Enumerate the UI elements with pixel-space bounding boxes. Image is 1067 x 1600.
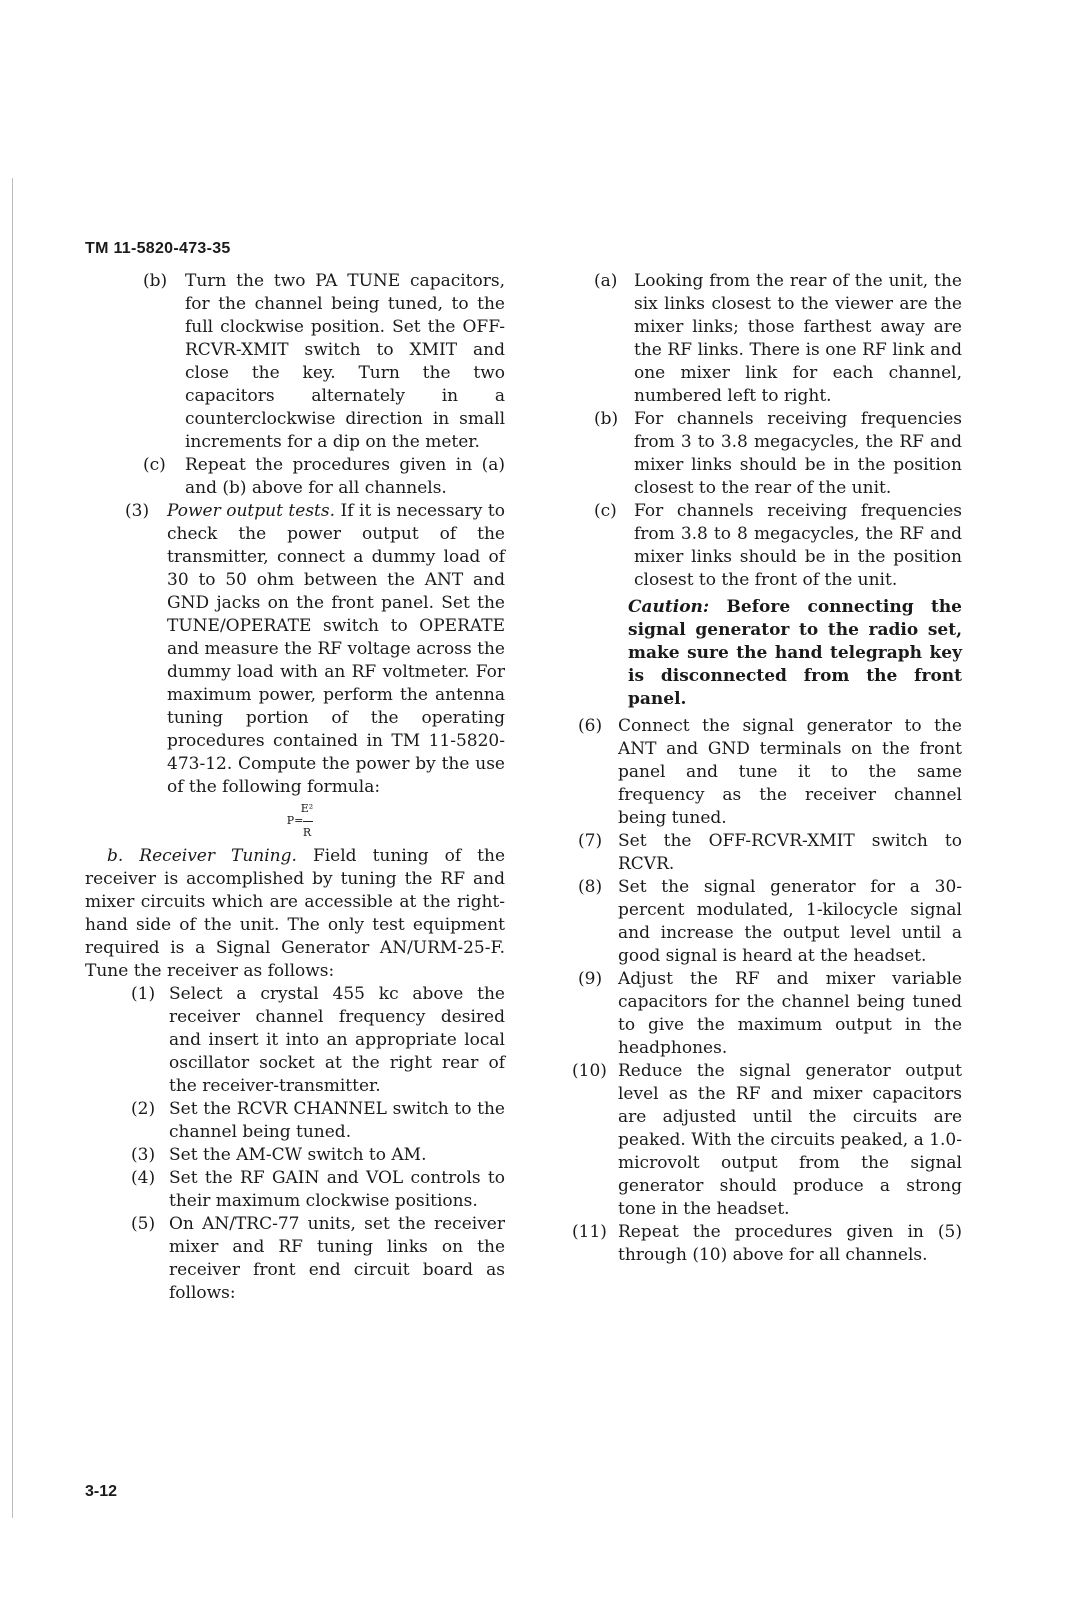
formula-numerator: E² xyxy=(300,802,314,815)
step-marker: (c) xyxy=(143,455,166,475)
step-text: Set the signal generator for a 30-percent modulated, 1-kilocycle signal and increase the output level until a good signal is heard at the headset. xyxy=(618,877,962,966)
step-marker: (3) xyxy=(131,1145,156,1165)
link-step-b xyxy=(594,408,962,500)
step-c-transmitter xyxy=(143,454,505,500)
step-marker: (1) xyxy=(131,984,156,1004)
receiver-step-11 xyxy=(572,1221,962,1267)
step-b-transmitter xyxy=(143,270,505,454)
step-text: Set the RCVR CHANNEL switch to the channel being tuned. xyxy=(169,1099,505,1142)
step-text: Looking from the rear of the unit, the six links closest to the viewer are the mixer links; those farthest away are the RF links. There is one RF link and one mixer link for each channel, numbered left to right. xyxy=(634,271,962,406)
document-id-header: TM 11-5820-473-35 xyxy=(85,240,231,257)
step-text: Adjust the RF and mixer variable capacitors for the channel being tuned to give the maximum output in the headphones. xyxy=(618,969,962,1058)
step-marker: (b) xyxy=(594,409,619,429)
step-text: Repeat the procedures given in (5) through (10) above for all channels. xyxy=(618,1222,962,1265)
step-marker: (10) xyxy=(572,1061,607,1081)
formula-denominator: R xyxy=(302,826,312,839)
step-marker: (b) xyxy=(143,271,168,291)
step-marker: (3) xyxy=(125,501,150,521)
step-text: Set the OFF-RCVR-XMIT switch to RCVR. xyxy=(618,831,962,874)
step-3-power-output-tests xyxy=(125,500,505,799)
power-formula xyxy=(280,803,320,839)
receiver-step-7 xyxy=(578,830,962,876)
formula-fraction-bar xyxy=(303,821,313,822)
page-number: 3-12 xyxy=(85,1483,118,1500)
step-text: On AN/TRC-77 units, set the receiver mixer and RF tuning links on the receiver front end circuit board as follows: xyxy=(169,1214,505,1303)
left-column xyxy=(85,270,505,1305)
link-step-a xyxy=(594,270,962,408)
step-text: Repeat the procedures given in (a) and (b) above for all channels. xyxy=(185,455,505,498)
caution-note xyxy=(628,596,962,711)
link-step-c xyxy=(594,500,962,592)
step-text: For channels receiving frequencies from 3 to 3.8 megacycles, the RF and mixer links should be in the position closest to the rear of the unit. xyxy=(634,409,962,498)
right-column xyxy=(572,270,962,1267)
paragraph-body: Field tuning of the receiver is accomplished by tuning the RF and mixer circuits which are accessible at the right-hand side of the unit. The only test equipment required is a Signal Generator AN/URM-25-F. Tune the receiver as follows: xyxy=(85,846,506,981)
step-text: Set the AM-CW switch to AM. xyxy=(169,1145,427,1165)
receiver-step-9 xyxy=(578,968,962,1060)
step-text: Connect the signal generator to the ANT and GND terminals on the front panel and tune it to the same frequency as the receiver channel being tuned. xyxy=(618,716,962,828)
step-marker: (7) xyxy=(578,831,603,851)
step-marker: (9) xyxy=(578,969,603,989)
receiver-step-3 xyxy=(131,1144,505,1167)
receiver-step-8 xyxy=(578,876,962,968)
step-marker: (c) xyxy=(594,501,617,521)
receiver-step-1 xyxy=(131,983,505,1098)
receiver-step-2 xyxy=(131,1098,505,1144)
receiver-tuning-paragraph xyxy=(85,845,505,983)
formula-lhs: P= xyxy=(286,814,304,827)
step-marker: (11) xyxy=(572,1222,607,1242)
page-margin-line xyxy=(12,178,13,1518)
step-text: For channels receiving frequencies from 3.8 to 8 megacycles, the RF and mixer links should be in the position closest to the front of the unit. xyxy=(634,501,962,590)
caution-label: Caution: xyxy=(628,597,710,617)
step-marker: (8) xyxy=(578,877,603,897)
step-text: Select a crystal 455 kc above the receiver channel frequency desired and insert it into an appropriate local oscillator socket at the right rear of the receiver-transmitter. xyxy=(169,984,505,1096)
step-title: Power output tests. xyxy=(167,501,336,521)
step-text: Set the RF GAIN and VOL controls to their maximum clockwise positions. xyxy=(169,1168,505,1211)
step-marker: (6) xyxy=(578,716,603,736)
step-marker: (4) xyxy=(131,1168,156,1188)
receiver-step-4 xyxy=(131,1167,505,1213)
receiver-step-5 xyxy=(131,1213,505,1305)
step-text: Turn the two PA TUNE capacitors, for the channel being tuned, to the full clockwise position. Set the OFF-RCVR-XMIT switch to XMIT and close the key. Turn the two capacitors alternately in a counterclockwise direction in small increments for a dip on the meter. xyxy=(185,271,505,452)
section-heading: b. Receiver Tuning. xyxy=(107,846,297,866)
step-text: Reduce the signal generator output level as the RF and mixer capacitors are adjusted until the circuits are peaked. With the circuits peaked, a 1.0-microvolt output from the signal generator should produce a strong tone in the headset. xyxy=(618,1061,962,1219)
caution-text: Before connecting the signal generator to the radio set, make sure the hand telegraph key is disconnected from the front panel. xyxy=(628,597,962,709)
step-body: If it is necessary to check the power output of the transmitter, connect a dummy load of 30 to 50 ohm between the ANT and GND jacks on the front panel. Set the TUNE/OPERATE switch to OPERATE and measure the RF voltage across the dummy load with an RF voltmeter. For maximum power, perform the antenna tuning portion of the operating procedures contained in TM 11-5820-473-12. Compute the power by the use of the following formula: xyxy=(167,501,505,797)
step-marker: (a) xyxy=(594,271,618,291)
step-marker: (2) xyxy=(131,1099,156,1119)
step-text xyxy=(167,500,505,799)
step-marker: (5) xyxy=(131,1214,156,1234)
receiver-step-6 xyxy=(578,715,962,830)
receiver-step-10 xyxy=(572,1060,962,1221)
